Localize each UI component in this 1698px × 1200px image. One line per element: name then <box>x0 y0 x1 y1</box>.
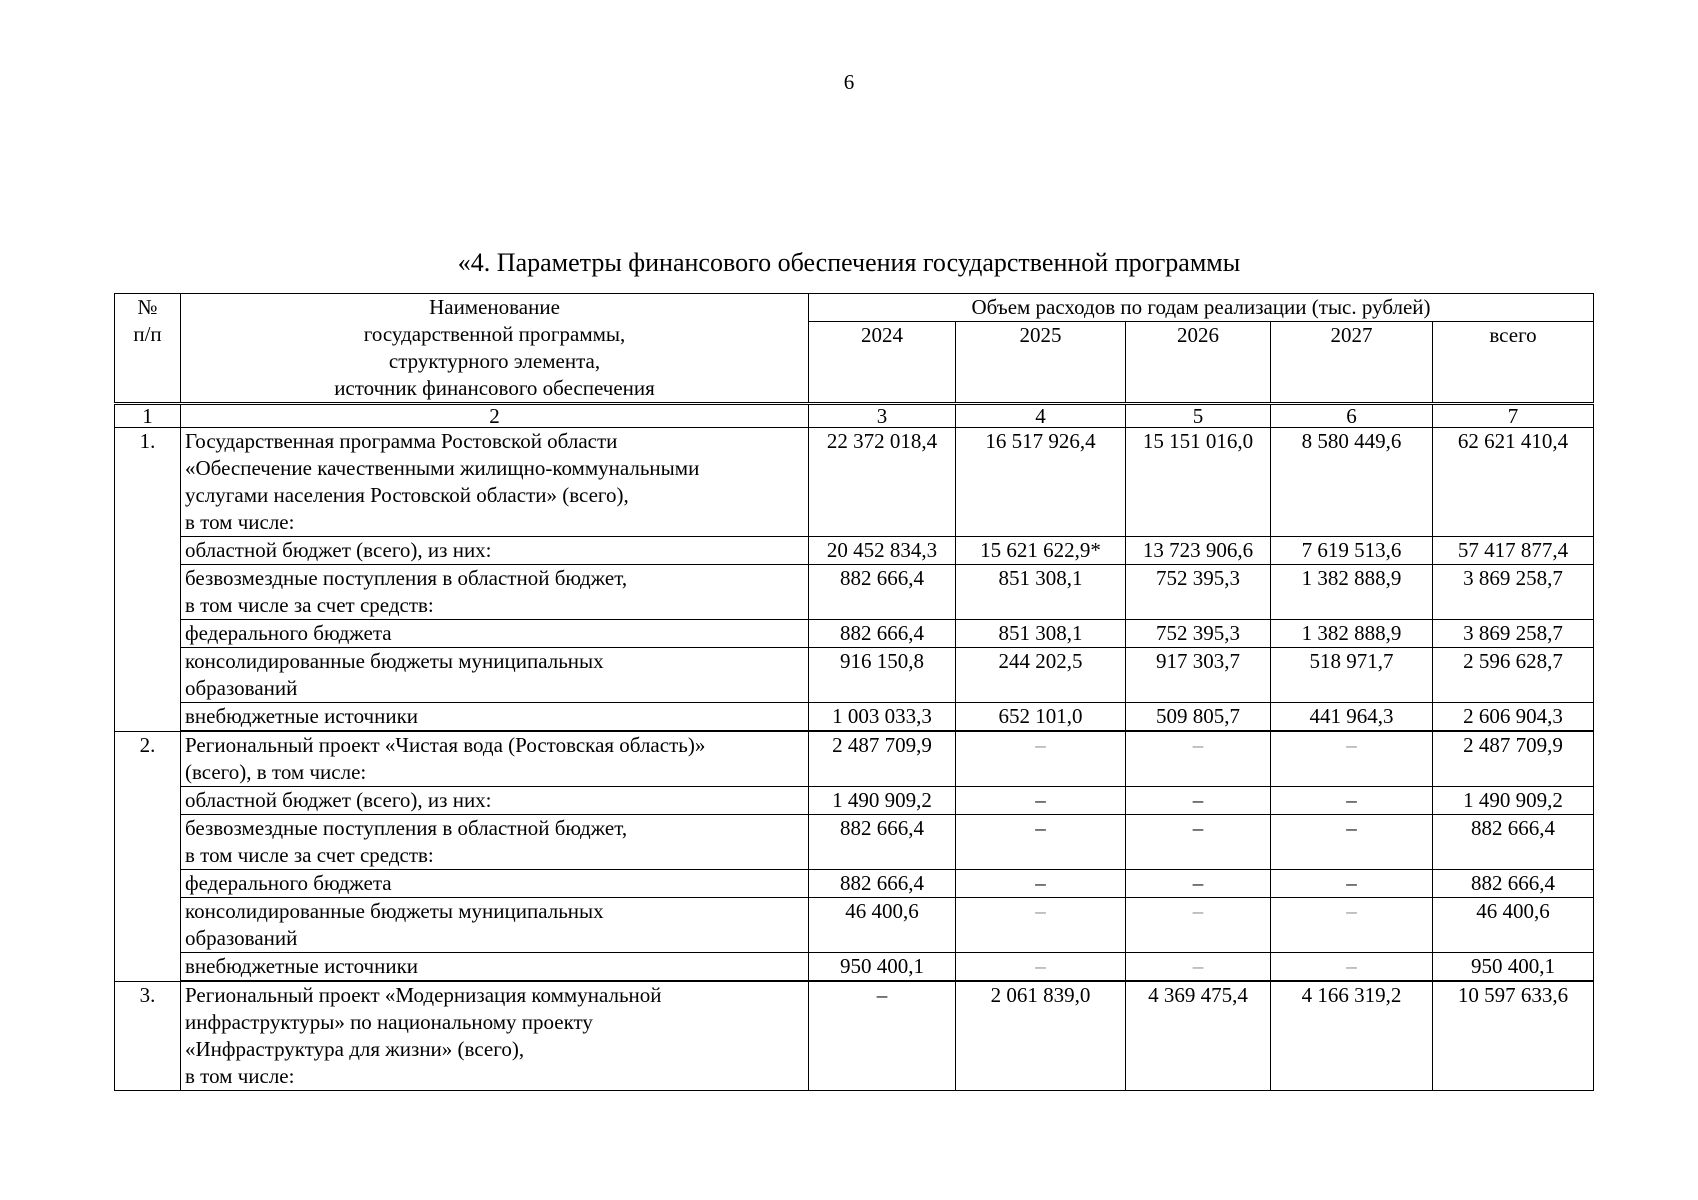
table-row <box>115 537 1594 565</box>
value-total: 3 869 258,7 <box>1433 565 1594 620</box>
column-number: 6 <box>1271 404 1433 428</box>
value-2027: – <box>1271 787 1433 815</box>
table-row <box>115 787 1594 815</box>
row-name <box>181 981 809 1091</box>
row-name-line: инфраструктуры» по национальному проекту <box>185 1010 593 1034</box>
header-num-line: п/п <box>133 322 162 346</box>
value-2027: – <box>1271 870 1433 898</box>
value-2024: 22 372 018,4 <box>809 428 956 537</box>
table-row <box>115 953 1594 982</box>
value-total: 2 606 904,3 <box>1433 703 1594 732</box>
financing-table <box>114 293 1594 1091</box>
row-name <box>181 703 809 732</box>
header-num-line: № <box>137 295 158 319</box>
section-number: 3. <box>115 981 181 1091</box>
value-2027: 4 166 319,2 <box>1271 981 1433 1091</box>
header-year-2024: 2024 <box>809 322 956 404</box>
value-2025: – <box>956 815 1126 870</box>
value-2027: – <box>1271 953 1433 982</box>
table-row <box>115 620 1594 648</box>
value-2024: 1 003 033,3 <box>809 703 956 732</box>
value-2026: – <box>1126 787 1271 815</box>
value-2024: 2 487 709,9 <box>809 731 956 787</box>
value-total: 882 666,4 <box>1433 870 1594 898</box>
value-2024: 46 400,6 <box>809 898 956 953</box>
value-2025: 15 621 622,9* <box>956 537 1126 565</box>
row-name <box>181 428 809 537</box>
value-2026: 752 395,3 <box>1126 565 1271 620</box>
row-name-line: федерального бюджета <box>185 621 392 645</box>
row-name-line: консолидированные бюджеты муниципальных <box>185 649 604 673</box>
value-2027: 441 964,3 <box>1271 703 1433 732</box>
table-row <box>115 565 1594 620</box>
value-2024: 20 452 834,3 <box>809 537 956 565</box>
row-name-line: образований <box>185 926 298 950</box>
value-2027: – <box>1271 815 1433 870</box>
value-total: 950 400,1 <box>1433 953 1594 982</box>
header-year-2025: 2025 <box>956 322 1126 404</box>
value-2027: 1 382 888,9 <box>1271 620 1433 648</box>
row-name-line: областной бюджет (всего), из них: <box>185 538 492 562</box>
header-year-2026: 2026 <box>1126 322 1271 404</box>
value-2025: – <box>956 898 1126 953</box>
row-name-line: «Инфраструктура для жизни» (всего), <box>185 1037 525 1061</box>
header-num-cell <box>115 294 181 404</box>
value-2025: – <box>956 731 1126 787</box>
value-2027: 1 382 888,9 <box>1271 565 1433 620</box>
value-2026: 4 369 475,4 <box>1126 981 1271 1091</box>
value-2027: 7 619 513,6 <box>1271 537 1433 565</box>
column-number: 5 <box>1126 404 1271 428</box>
row-name <box>181 953 809 982</box>
value-2025: – <box>956 870 1126 898</box>
column-number: 4 <box>956 404 1126 428</box>
page-number: 6 <box>843 70 855 94</box>
row-name <box>181 565 809 620</box>
row-name <box>181 787 809 815</box>
value-2025: 851 308,1 <box>956 620 1126 648</box>
value-2025: 851 308,1 <box>956 565 1126 620</box>
document-title: «4. Параметры финансового обеспечения государственной программы <box>457 248 1241 277</box>
row-name-line: областной бюджет (всего), из них: <box>185 788 492 812</box>
value-2026: 509 805,7 <box>1126 703 1271 732</box>
header-year-2027: 2027 <box>1271 322 1433 404</box>
value-2024: 882 666,4 <box>809 565 956 620</box>
value-total: 882 666,4 <box>1433 815 1594 870</box>
row-name <box>181 537 809 565</box>
row-name-line: Государственная программа Ростовской области <box>185 429 618 453</box>
value-2024: 1 490 909,2 <box>809 787 956 815</box>
value-2027: – <box>1271 731 1433 787</box>
value-2025: 244 202,5 <box>956 648 1126 703</box>
row-name-line: услугами населения Ростовской области» (всего), <box>185 483 629 507</box>
table-row <box>115 981 1594 1091</box>
row-name <box>181 620 809 648</box>
header-row <box>115 294 1594 322</box>
row-name <box>181 870 809 898</box>
column-number: 3 <box>809 404 956 428</box>
row-name-line: образований <box>185 676 298 700</box>
value-total: 46 400,6 <box>1433 898 1594 953</box>
value-2024: 916 150,8 <box>809 648 956 703</box>
section-number: 2. <box>115 731 181 981</box>
column-numbers-row <box>115 404 1594 428</box>
value-2026: – <box>1126 870 1271 898</box>
row-name-line: безвозмездные поступления в областной бюджет, <box>185 566 628 590</box>
row-name-line: федерального бюджета <box>185 871 392 895</box>
value-2026: – <box>1126 731 1271 787</box>
value-2024: 882 666,4 <box>809 870 956 898</box>
table-row <box>115 648 1594 703</box>
value-2027: 8 580 449,6 <box>1271 428 1433 537</box>
row-name-line: консолидированные бюджеты муниципальных <box>185 899 604 923</box>
value-2026: 15 151 016,0 <box>1126 428 1271 537</box>
column-number: 2 <box>181 404 809 428</box>
value-2026: – <box>1126 953 1271 982</box>
header-volume: Объем расходов по годам реализации (тыс. рублей) <box>809 294 1594 322</box>
value-2027: – <box>1271 898 1433 953</box>
value-2026: 917 303,7 <box>1126 648 1271 703</box>
row-name-line: внебюджетные источники <box>185 954 419 978</box>
table-row <box>115 731 1594 787</box>
value-2025: 16 517 926,4 <box>956 428 1126 537</box>
row-name-line: «Обеспечение качественными жилищно-коммунальными <box>185 456 700 480</box>
value-2024: – <box>809 981 956 1091</box>
column-number: 1 <box>115 404 181 428</box>
value-2025: 2 061 839,0 <box>956 981 1126 1091</box>
value-2025: – <box>956 787 1126 815</box>
value-2024: 950 400,1 <box>809 953 956 982</box>
table-row <box>115 815 1594 870</box>
header-year-total: всего <box>1433 322 1594 404</box>
column-number: 7 <box>1433 404 1594 428</box>
row-name-line: в том числе за счет средств: <box>185 843 434 867</box>
row-name-line: Региональный проект «Чистая вода (Ростовская область)» <box>185 733 706 757</box>
value-2024: 882 666,4 <box>809 815 956 870</box>
value-2026: 752 395,3 <box>1126 620 1271 648</box>
section-number: 1. <box>115 428 181 732</box>
row-name <box>181 648 809 703</box>
row-name <box>181 731 809 787</box>
value-total: 3 869 258,7 <box>1433 620 1594 648</box>
value-total: 57 417 877,4 <box>1433 537 1594 565</box>
value-2026: – <box>1126 898 1271 953</box>
value-2025: – <box>956 953 1126 982</box>
row-name <box>181 815 809 870</box>
table-row <box>115 703 1594 732</box>
header-name-line: структурного элемента, <box>388 349 601 373</box>
row-name-line: безвозмездные поступления в областной бюджет, <box>185 816 628 840</box>
row-name <box>181 898 809 953</box>
table-row <box>115 428 1594 537</box>
row-name-line: в том числе: <box>185 1064 295 1088</box>
header-name-cell <box>181 294 809 404</box>
row-name-line: (всего), в том числе: <box>185 760 367 784</box>
value-2024: 882 666,4 <box>809 620 956 648</box>
value-2027: 518 971,7 <box>1271 648 1433 703</box>
row-name-line: Региональный проект «Модернизация коммунальной <box>185 983 662 1007</box>
value-2025: 652 101,0 <box>956 703 1126 732</box>
value-total: 2 596 628,7 <box>1433 648 1594 703</box>
header-name-line: Наименование <box>429 295 560 319</box>
value-2026: – <box>1126 815 1271 870</box>
value-total: 1 490 909,2 <box>1433 787 1594 815</box>
value-2026: 13 723 906,6 <box>1126 537 1271 565</box>
header-name-line: государственной программы, <box>363 322 626 346</box>
value-total: 2 487 709,9 <box>1433 731 1594 787</box>
table-row <box>115 870 1594 898</box>
header-name-line: источник финансового обеспечения <box>334 376 655 400</box>
row-name-line: в том числе: <box>185 510 295 534</box>
row-name-line: внебюджетные источники <box>185 704 419 728</box>
row-name-line: в том числе за счет средств: <box>185 593 434 617</box>
value-total: 10 597 633,6 <box>1433 981 1594 1091</box>
table-row <box>115 898 1594 953</box>
value-total: 62 621 410,4 <box>1433 428 1594 537</box>
